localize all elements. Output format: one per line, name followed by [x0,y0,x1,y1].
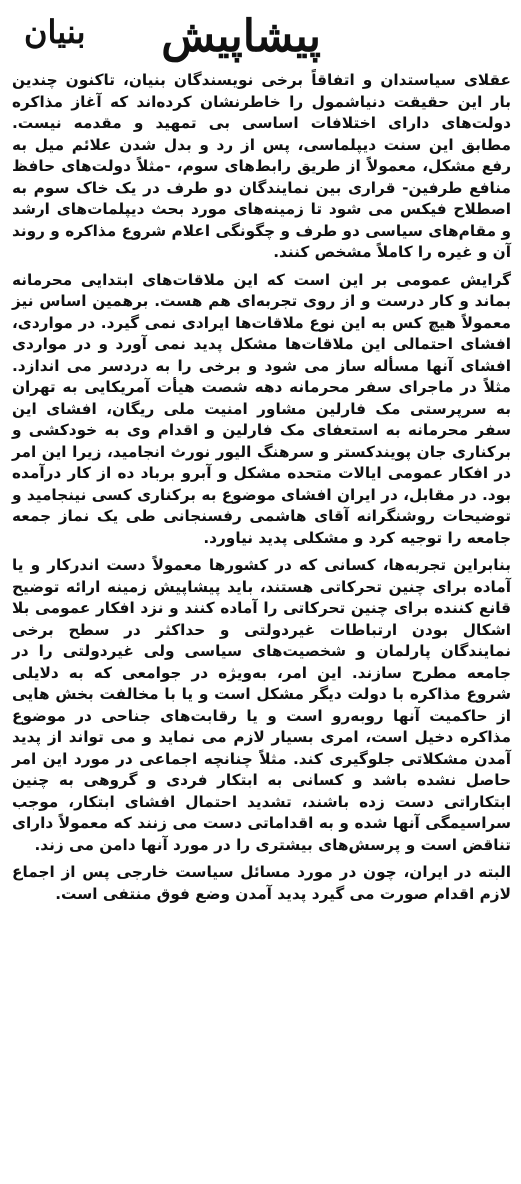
publication-byline: بنیان [24,13,86,51]
article-title: پیشاپیش [161,11,321,62]
article-header [12,0,511,70]
paragraph-4: البته در ایران، چون در مورد مسائل سیاست خارجی پس از اجماع لازم اقدام صورت می گیرد پدید آمدن وضع فوق منتفی است. [12,863,511,903]
article-body [12,70,511,905]
paragraph-3: بنابراین تجربه‌ها، کسانی که در کشورها معمولاً دست اندرکار و یا آماده برای چنین تحرکاتی هستند، باید پیشاپیش زمینه ارائه توضیح قانع کننده برای چنین تحرکاتی را آماده کنند و نزد افکار عمومی بلا اشکال بودن ارتباطات غیردولتی و حداکثر در سطح برخی نمایندگان پارلمان و شخصیت‌های سیاسی ولی غیردولتی را در جامعه مطرح سازند. این امر، به‌ویژه در جوامعی که به دلایلی شروع مذاکره با دولت دیگر مشکل است و یا با مخالفت بخش هایی از حاکمیت آنها روبه‌رو است و یا رقابت‌های جناحی در موضوع مذاکره دخیل است، امری بسیار لازم می نماید و می تواند از پدید آمدن مشکلاتی جلوگیری کند. مثلاً چنانچه اجماعی در مورد این امر حاصل نشده باشد و کسانی به ابتکار فردی و گروهی به چنین ابتکاراتی دست زده باشند، تشدید احتمال افشای ابتکار، موجب سراسیمگی آنها شده و به اقداماتی دست می زنند که معمولاً دارای تناقض است و پرسش‌های بیشتری را در مورد آنها دامن می زند. [12,556,511,854]
paragraph-1: عقلای سیاستدان و اتفاقاً برخی نویسندگان بنیان، تاکنون چندین بار این حقیقت دنیاشمول را خاطرنشان کرده‌اند که آغاز مذاکره دولت‌های دارای اختلافات اساسی بی تمهید و مقدمه نیست. مطابق این سنت دیپلماسی، پس از رد و بدل شدن علائم میل به رفع مشکل، معمولاً از طریق رابط‌های سوم، -مثلاً دولت‌های حافظ منافع طرفین- قراری بین نمایندگان دو طرف در یک خاک سوم به اصطلاح فیکس می شود تا زمینه‌های مورد بحث دیپلمات‌های ارشد و مقام‌های سیاسی دو طرف و چگونگی اعلام شروع مذاکره و روند آن و غیره را کاملاً مشخص کنند. [12,71,511,261]
paragraph-2: گرایش عمومی بر این است که این ملاقات‌های ابتدایی محرمانه بماند و کار درست و از روی تجربه‌ای هم هست. برهمین اساس نیز معمولاً هیچ کس به این نوع ملاقات‌ها ایرادی نمی گیرد. در مواردی، افشای احتمالی این ملاقات‌ها مشکل پدید نمی آورد و در مواردی افشای آنها مسأله ساز می شود و برخی را به دردسر می اندازد. مثلاً در ماجرای سفر محرمانه دهه شصت هیأت آمریکایی به تهران به سرپرستی مک فارلین مشاور امنیت ملی ریگان، افشای این سفر محرمانه به استعفای مک فارلین و اقدام وی به خودکشی و برکناری جان پویندکستر و سرهنگ الیور نورث انجامید، زیرا این امر در افکار عمومی ایالات متحده مشکل و آبرو برباد ده از کار درآمده بود. در مقابل، در ایران افشای موضوع به برکناری کسی نینجامید و توضیحات روشنگرانه آقای هاشمی رفسنجانی طی یک نماز جمعه جامعه را توجیه کرد و مشکلی پدید نیاورد. [12,270,511,547]
